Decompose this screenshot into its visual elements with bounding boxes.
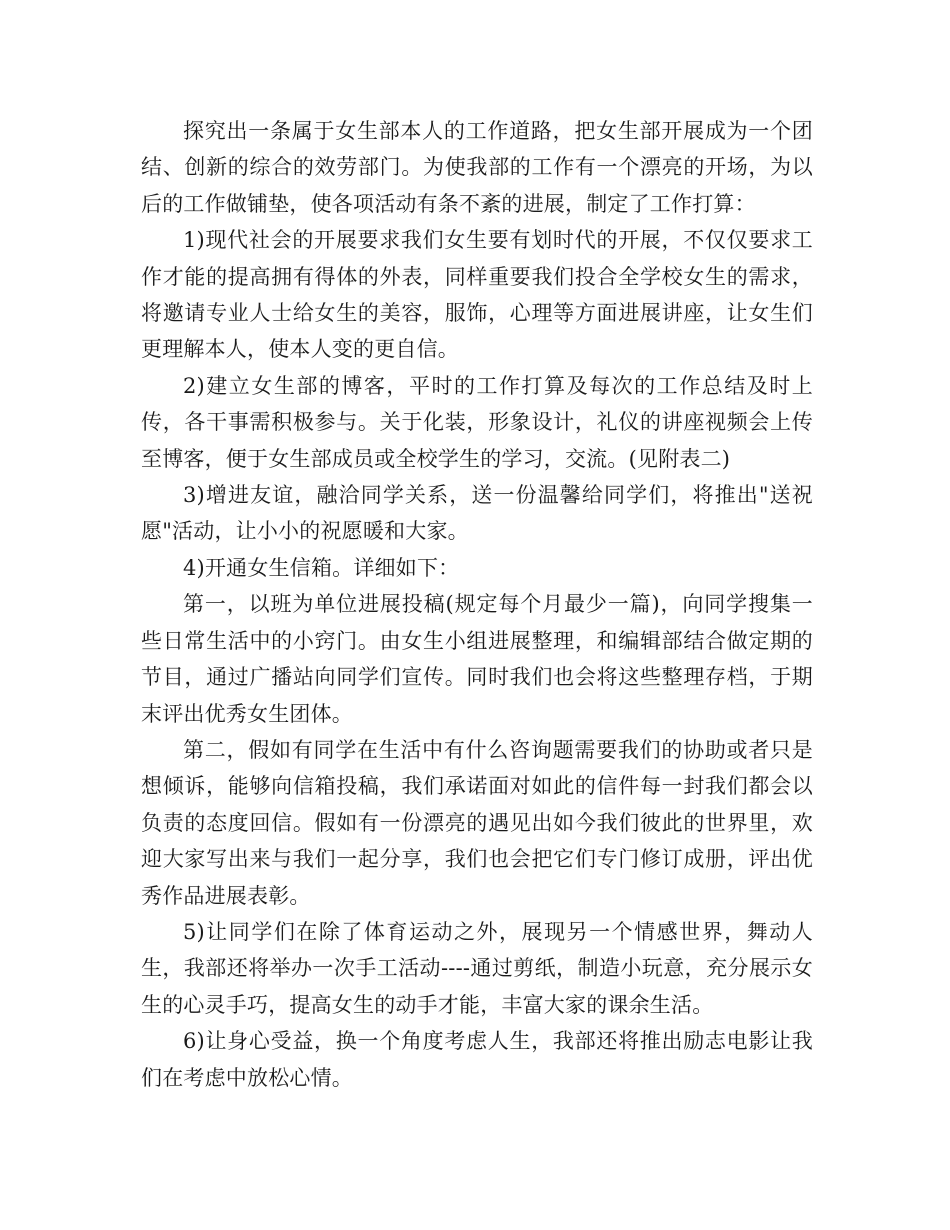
paragraph-intro: 探究出一条属于女生部本人的工作道路，把女生部开展成为一个团结、创新的综合的效劳部门。为使我部的工作有一个漂亮的开场，为以后的工作做铺垫，使各项活动有条不紊的进展，制定了工作打算： <box>141 119 813 216</box>
paragraph-item-6: 6)让身心受益，换一个角度考虑人生，我部还将推出励志电影让我们在考虑中放松心情。 <box>141 1029 813 1090</box>
paragraph-second: 第二，假如有同学在生活中有什么咨询题需要我们的协助或者只是想倾诉，能够向信箱投稿，我们承诺面对如此的信件每一封我们都会以负责的态度回信。假如有一份漂亮的遇见出如今我们彼此的世界里，欢迎大家写出来与我们一起分享，我们也会把它们专门修订成册，评出优秀作品进展表彰。 <box>141 737 813 908</box>
paragraph-item-4: 4)开通女生信箱。详细如下： <box>183 555 460 580</box>
paragraph-item-2: 2)建立女生部的博客，平时的工作打算及每次的工作总结及时上传，各干事需积极参与。关于化装，形象设计，礼仪的讲座视频会上传至博客，便于女生部成员或全校学生的学习，交流。(见附表二) <box>141 373 813 471</box>
paragraph-item-5: 5)让同学们在除了体育运动之外，展现另一个情感世界，舞动人生，我部还将举办一次手工活动----通过剪纸，制造小玩意，充分展示女生的心灵手巧，提高女生的动手才能，丰富大家的课余生活。 <box>141 919 813 1017</box>
paragraph-item-1: 1)现代社会的开展要求我们女生要有划时代的开展，不仅仅要求工作才能的提高拥有得体的外表，同样重要我们投合全学校女生的需求，将邀请专业人士给女生的美容，服饰，心理等方面进展讲座，让女生们更理解本人，使本人变的更自信。 <box>141 228 813 362</box>
document-page <box>141 113 813 1096</box>
paragraph-first: 第一，以班为单位进展投稿(规定每个月最少一篇)，向同学搜集一些日常生活中的小窍门。由女生小组进展整理，和编辑部结合做定期的节目，通过广播站向同学们宣传。同时我们也会将这些整理存档，于期末评出优秀女生团体。 <box>141 592 813 726</box>
paragraph-item-3: 3)增进友谊，融洽同学关系，送一份温馨给同学们，将推出"送祝愿"活动，让小小的祝愿暖和大家。 <box>141 483 813 544</box>
